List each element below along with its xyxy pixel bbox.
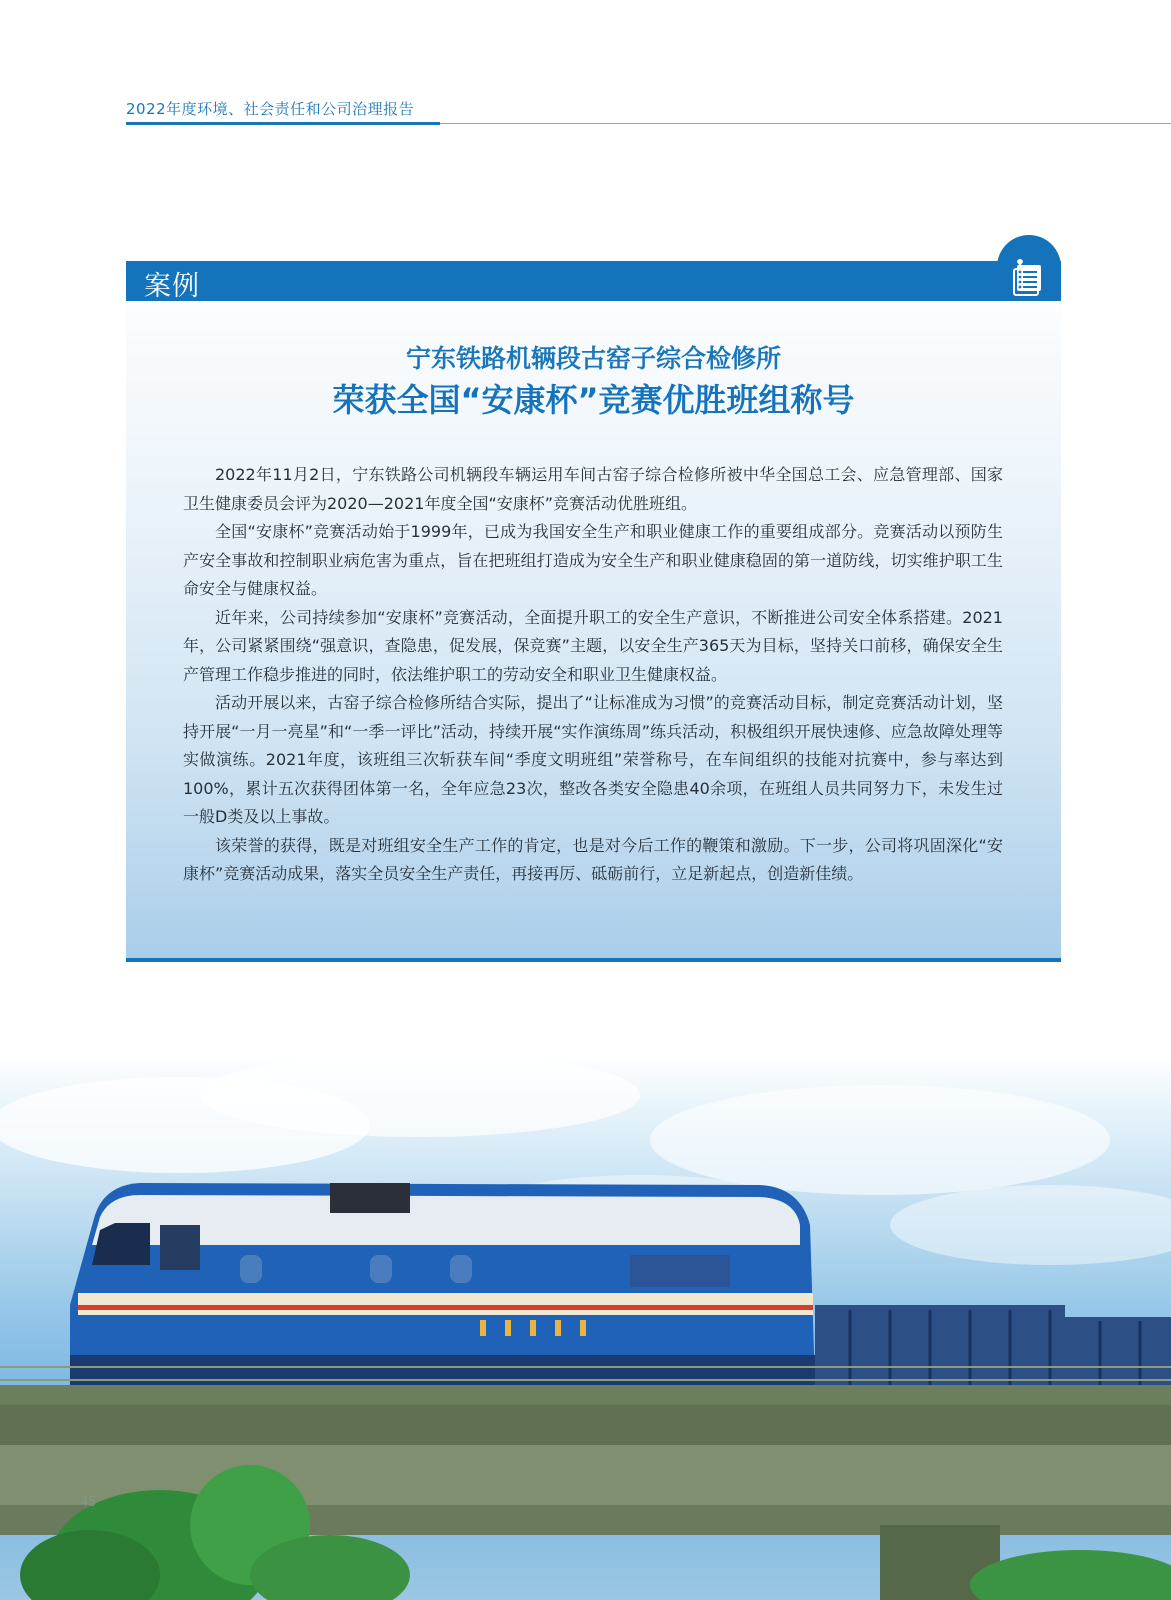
case-label: 案例 [144, 271, 200, 302]
report-title-underline [126, 122, 440, 125]
report-title: 2022年度环境、社会责任和公司治理报告 [126, 100, 415, 118]
case-paragraph: 活动开展以来，古窑子综合检修所结合实际，提出了“让标准成为习惯”的竞赛活动目标，制定竞赛活动计划，坚持开展“一月一亮星”和“一季一评比”活动，持续开展“实作演练周”练兵活动，积极组织开展快速修、应急故障处理等实做演练。2021年度，该班组三次斩获车间“季度文明班组”荣誉称号，在车间组织的技能对抗赛中，参与率达到100%，累计五次获得团体第一名，全年应急23次，整改各类安全隐患40余项，在班组人员共同努力下，未发生过一般D类及以上事故。 [183, 693, 1003, 826]
page-number: 45 [80, 1495, 97, 1510]
train-illustration [0, 1055, 1171, 1600]
document-list-icon [997, 235, 1061, 301]
case-body [183, 461, 1003, 889]
case-paragraph: 近年来，公司持续参加“安康杯”竞赛活动，全面提升职工的安全生产意识，不断推进公司安全体系搭建。2021年，公司紧紧围绕“强意识，查隐患，促发展，保竞赛”主题，以安全生产365天为目标，坚持关口前移，确保安全生产管理工作稳步推进的同时，依法维护职工的劳动安全和职业卫生健康权益。 [183, 607, 1003, 684]
report-header [126, 96, 1171, 128]
locomotive [70, 1183, 815, 1385]
case-paragraph: 该荣誉的获得，既是对班组安全生产工作的肯定，也是对今后工作的鞭策和激励。下一步，公司将巩固深化“安康杯”竞赛活动成果，落实全员安全生产责任，再接再厉、砥砺前行，立足新起点，创造新佳绩。 [183, 835, 1003, 883]
case-icon-tab [997, 235, 1061, 301]
locomotive-bridge-photo [0, 1055, 1171, 1600]
case-study-box [126, 261, 1061, 962]
header-divider [440, 123, 1171, 124]
case-bottom-rule [126, 958, 1061, 962]
case-headline-line1: 宁东铁路机辆段古窑子综合检修所 [405, 344, 781, 373]
case-paragraph: 2022年11月2日，宁东铁路公司机辆段车辆运用车间古窑子综合检修所被中华全国总工会、应急管理部、国家卫生健康委员会评为2020—2021年度全国“安康杯”竞赛活动优胜班组。 [183, 465, 1003, 513]
case-headline-line2: 荣获全国“安康杯”竞赛优胜班组称号 [332, 381, 855, 419]
case-title-bar [126, 261, 1061, 301]
case-paragraph: 全国“安康杯”竞赛活动始于1999年，已成为我国安全生产和职业健康工作的重要组成部分。竞赛活动以预防生产安全事故和控制职业病危害为重点，旨在把班组打造成为安全生产和职业健康稳固的第一道防线，切实维护职工生命安全与健康权益。 [183, 522, 1003, 598]
